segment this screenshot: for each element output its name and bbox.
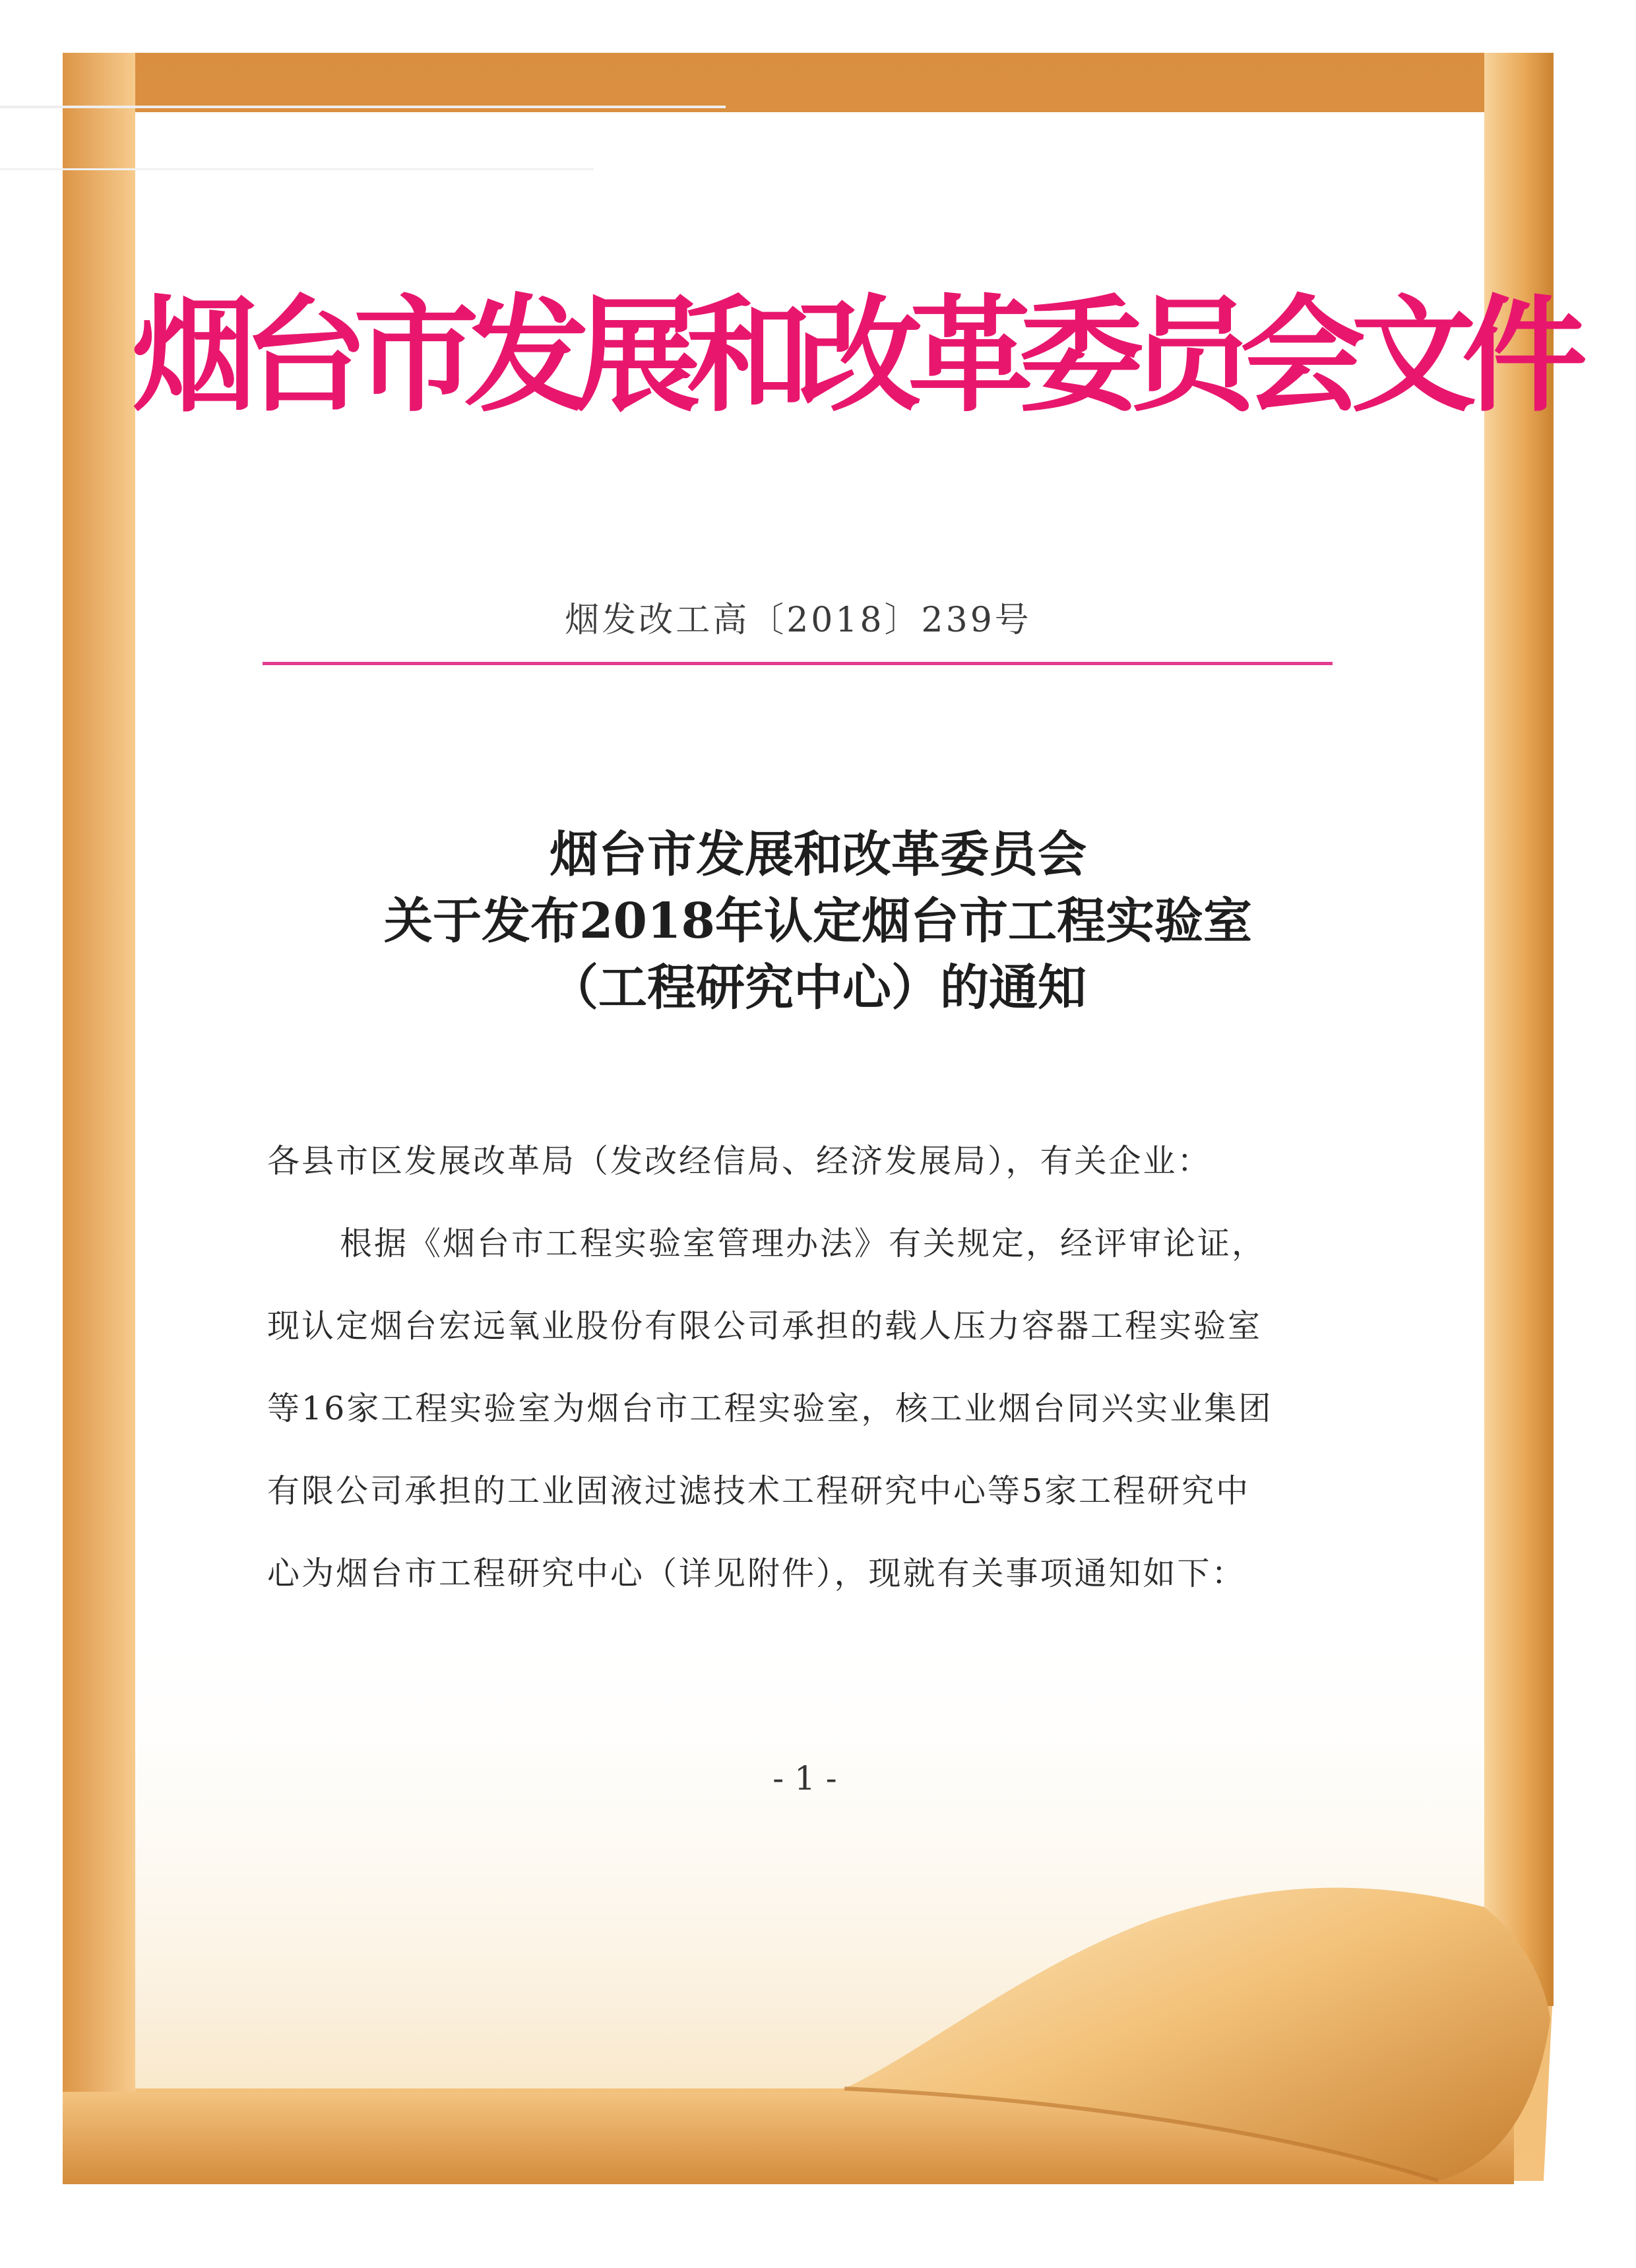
notice-title-line: 关于发布2018年认定烟台市工程实验室 [384, 893, 1252, 950]
body-line: 各县市区发展改革局（发改经信局、经济发展局），有关企业： [267, 1142, 1212, 1180]
document-number: 烟发改工高〔2018〕239号 [565, 600, 1032, 640]
body-line: 有限公司承担的工业固液过滤技术工程研究中心等5家工程研究中 [267, 1472, 1251, 1510]
notice-title-line: 烟台市发展和改革委员会 [550, 826, 1086, 883]
body-line: 等16家工程实验室为烟台市工程实验室，核工业烟台同兴实业集团 [267, 1390, 1273, 1427]
notice-title-line: （工程研究中心）的通知 [550, 959, 1086, 1016]
body-line: 根据《烟台市工程实验室管理办法》有关规定，经评审论证， [340, 1225, 1267, 1262]
body-line: 心为烟台市工程研究中心（详见附件），现就有关事项通知如下： [267, 1555, 1246, 1592]
page-number: - 1 - [772, 1759, 837, 1798]
body-line: 现认定烟台宏远氧业股份有限公司承担的载人压力容器工程实验室 [267, 1307, 1263, 1345]
document-header-title: 烟台市发展和改革委员会文件 [132, 283, 1573, 429]
notice-title [198, 822, 1438, 1021]
header-divider [263, 662, 1333, 665]
